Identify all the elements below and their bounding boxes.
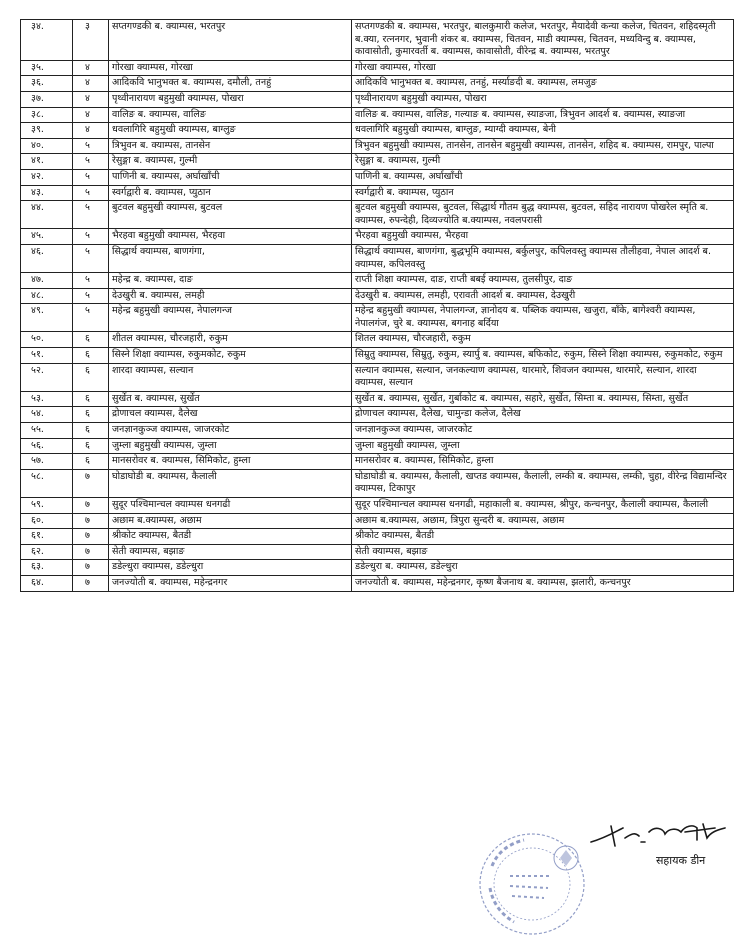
exam-center-campus-cell: आदिकवि भानुभक्त ब. क्याम्पस, दमौली, तनहुं bbox=[109, 76, 352, 92]
exam-center-campus-cell: पाणिनी ब. क्याम्पस, अर्घाखाँची bbox=[109, 169, 352, 185]
handwritten-signature bbox=[585, 818, 735, 852]
table-row bbox=[21, 407, 734, 423]
table-row bbox=[21, 244, 734, 272]
serial-number-cell: ६०. bbox=[21, 513, 73, 529]
table-row bbox=[21, 529, 734, 545]
province-number-cell: ५ bbox=[73, 304, 109, 332]
province-number-cell: ४ bbox=[73, 123, 109, 139]
covered-campuses-cell: धवलागिरि बहुमुखी क्याम्पस, बाग्लुङ, म्याग्दी क्याम्पस, बेनी bbox=[352, 123, 734, 139]
serial-number-cell: ३९. bbox=[21, 123, 73, 139]
serial-number-cell: ५४. bbox=[21, 407, 73, 423]
exam-center-campus-cell: सुर्खेत ब. क्याम्पस, सुर्खेत bbox=[109, 391, 352, 407]
exam-center-campus-cell: श्रीकोट क्याम्पस, बैतडी bbox=[109, 529, 352, 545]
covered-campuses-cell: आदिकवि भानुभक्त ब. क्याम्पस, तनहुं, मर्स्याङदी ब. क्याम्पस, लमजुङ bbox=[352, 76, 734, 92]
serial-number-cell: ४६. bbox=[21, 244, 73, 272]
table-row bbox=[21, 560, 734, 576]
covered-campuses-cell: सल्यान क्याम्पस, सल्यान, जनकल्याण क्याम्पस, थारमारे, शिवजन क्याम्पस, थारमारे, सल्यान, शारदा क्याम्पस, सल्यान bbox=[352, 363, 734, 391]
exam-center-campus-cell: गोरखा क्याम्पस, गोरखा bbox=[109, 60, 352, 76]
covered-campuses-cell: द्रोणाचल क्याम्पस, दैलेख, चामुन्डा कलेज, दैलेख bbox=[352, 407, 734, 423]
serial-number-cell: ५३. bbox=[21, 391, 73, 407]
table-row bbox=[21, 544, 734, 560]
table-row bbox=[21, 60, 734, 76]
serial-number-cell: ५६. bbox=[21, 438, 73, 454]
table-row bbox=[21, 575, 734, 591]
exam-center-campus-cell: जुम्ला बहुमुखी क्याम्पस, जुम्ला bbox=[109, 438, 352, 454]
serial-number-cell: ३७. bbox=[21, 91, 73, 107]
covered-campuses-cell: त्रिभुवन बहुमुखी क्याम्पस, तानसेन, तानसेन बहुमुखी क्याम्पस, तानसेन, शहिद ब. क्याम्पस, रामपुर, पाल्पा bbox=[352, 138, 734, 154]
serial-number-cell: ४९. bbox=[21, 304, 73, 332]
table-row bbox=[21, 123, 734, 139]
table-row bbox=[21, 91, 734, 107]
exam-center-campus-cell: स्वर्गद्वारी ब. क्याम्पस, प्युठान bbox=[109, 185, 352, 201]
serial-number-cell: ४२. bbox=[21, 169, 73, 185]
table-row bbox=[21, 76, 734, 92]
table-row bbox=[21, 454, 734, 470]
serial-number-cell: ४४. bbox=[21, 201, 73, 229]
covered-campuses-cell: वालिङ ब. क्याम्पस, वालिङ, गल्याङ ब. क्याम्पस, स्याङजा, त्रिभुवन आदर्श ब. क्याम्पस, स्याङजा bbox=[352, 107, 734, 123]
province-number-cell: ५ bbox=[73, 273, 109, 289]
exam-center-campus-cell: त्रिभुवन ब. क्याम्पस, तानसेन bbox=[109, 138, 352, 154]
covered-campuses-cell: गोरखा क्याम्पस, गोरखा bbox=[352, 60, 734, 76]
covered-campuses-cell: महेन्द्र बहुमुखी क्याम्पस, नेपालगन्ज, ज्ञानोदय ब. पब्लिक क्याम्पस, खजुरा, बाँके, बागेश्वरी क्याम्पस, नेपालगंज, चुरे ब. क्याम्पस, बगनाह बर्दिया bbox=[352, 304, 734, 332]
table-row bbox=[21, 363, 734, 391]
province-number-cell: ५ bbox=[73, 288, 109, 304]
province-number-cell: ७ bbox=[73, 498, 109, 514]
table-row bbox=[21, 304, 734, 332]
exam-center-campus-cell: पृथ्वीनारायण बहुमुखी क्याम्पस, पोखरा bbox=[109, 91, 352, 107]
exam-center-campus-cell: शीतल क्याम्पस, चौरजहारी, रुकुम bbox=[109, 332, 352, 348]
province-number-cell: ६ bbox=[73, 423, 109, 439]
province-number-cell: ४ bbox=[73, 76, 109, 92]
serial-number-cell: ५०. bbox=[21, 332, 73, 348]
covered-campuses-cell: स्वर्गद्वारी ब. क्याम्पस, प्युठान bbox=[352, 185, 734, 201]
table-row bbox=[21, 469, 734, 497]
serial-number-cell: ३८. bbox=[21, 107, 73, 123]
province-number-cell: ५ bbox=[73, 169, 109, 185]
exam-center-campus-cell: जनज्ञानकुञ्ज क्याम्पस, जाजरकोट bbox=[109, 423, 352, 439]
province-number-cell: ७ bbox=[73, 560, 109, 576]
province-number-cell: ७ bbox=[73, 529, 109, 545]
table-row bbox=[21, 201, 734, 229]
exam-center-campus-cell: घोडाघोडी ब. क्याम्पस, कैलाली bbox=[109, 469, 352, 497]
covered-campuses-cell: पाणिनी ब. क्याम्पस, अर्घाखाँची bbox=[352, 169, 734, 185]
exam-center-campus-cell: धवलागिरि बहुमुखी क्याम्पस, बाग्लुङ bbox=[109, 123, 352, 139]
exam-center-campus-cell: द्रोणाचल क्याम्पस, दैलेख bbox=[109, 407, 352, 423]
serial-number-cell: ५५. bbox=[21, 423, 73, 439]
exam-center-campus-cell: भैरहवा बहुमुखी क्याम्पस, भैरहवा bbox=[109, 229, 352, 245]
covered-campuses-cell: रेसुङ्गा ब. क्याम्पस, गुल्मी bbox=[352, 154, 734, 170]
exam-center-campus-cell: बुटवल बहुमुखी क्याम्पस, बुटवल bbox=[109, 201, 352, 229]
serial-number-cell: ४३. bbox=[21, 185, 73, 201]
covered-campuses-cell: बुटवल बहुमुखी क्याम्पस, बुटवल, सिद्धार्थ गौतम बुद्ध क्याम्पस, बुटवल, सहिद नारायण पोखरेल स्मृति ब. क्याम्पस, रुपन्देही, दिव्यज्योति ब.क्याम्पस, नवलपरासी bbox=[352, 201, 734, 229]
covered-campuses-cell: सुदूर पश्चिमान्चल क्याम्पस धनगढी, महाकाली ब. क्याम्पस, श्रीपुर, कन्चनपुर, कैलाली क्याम्पस, कैलाली bbox=[352, 498, 734, 514]
serial-number-cell: ३६. bbox=[21, 76, 73, 92]
covered-campuses-cell: श्रीकोट क्याम्पस, बैतडी bbox=[352, 529, 734, 545]
designation-label: सहायक डीन bbox=[656, 854, 706, 867]
exam-center-campus-cell: महेन्द्र ब. क्याम्पस, दाङ bbox=[109, 273, 352, 289]
serial-number-cell: ६२. bbox=[21, 544, 73, 560]
province-number-cell: ७ bbox=[73, 469, 109, 497]
covered-campuses-cell: अछाम ब.क्याम्पस, अछाम, त्रिपुरा सुन्दरी ब. क्याम्पस, अछाम bbox=[352, 513, 734, 529]
province-number-cell: ६ bbox=[73, 363, 109, 391]
province-number-cell: ३ bbox=[73, 20, 109, 61]
exam-center-campus-cell: सप्तगण्डकी ब. क्याम्पस, भरतपुर bbox=[109, 20, 352, 61]
serial-number-cell: ६१. bbox=[21, 529, 73, 545]
table-row bbox=[21, 107, 734, 123]
table-row bbox=[21, 391, 734, 407]
table-row bbox=[21, 273, 734, 289]
covered-campuses-cell: जनज्ञानकुञ्ज क्याम्पस, जाजरकोट bbox=[352, 423, 734, 439]
exam-center-campus-cell: मानसरोवर ब. क्याम्पस, सिमिकोट, हुम्ला bbox=[109, 454, 352, 470]
serial-number-cell: ४५. bbox=[21, 229, 73, 245]
covered-campuses-cell: भैरहवा बहुमुखी क्याम्पस, भैरहवा bbox=[352, 229, 734, 245]
exam-center-campus-cell: जनज्योती ब. क्याम्पस, महेन्द्रनगर bbox=[109, 575, 352, 591]
province-number-cell: ५ bbox=[73, 201, 109, 229]
province-number-cell: ५ bbox=[73, 185, 109, 201]
province-number-cell: ७ bbox=[73, 544, 109, 560]
serial-number-cell: ४०. bbox=[21, 138, 73, 154]
serial-number-cell: ५९. bbox=[21, 498, 73, 514]
table-row bbox=[21, 332, 734, 348]
province-number-cell: ५ bbox=[73, 244, 109, 272]
province-number-cell: ६ bbox=[73, 332, 109, 348]
serial-number-cell: ५७. bbox=[21, 454, 73, 470]
table-row bbox=[21, 229, 734, 245]
table-row bbox=[21, 169, 734, 185]
table-row bbox=[21, 185, 734, 201]
table-row bbox=[21, 348, 734, 364]
province-number-cell: ५ bbox=[73, 229, 109, 245]
province-number-cell: ४ bbox=[73, 107, 109, 123]
exam-center-campus-cell: डडेल्धुरा क्याम्पस, डडेल्धुरा bbox=[109, 560, 352, 576]
office-seal-stamp bbox=[470, 826, 590, 941]
province-number-cell: ६ bbox=[73, 454, 109, 470]
exam-center-campus-cell: रेसुङ्गा ब. क्याम्पस, गुल्मी bbox=[109, 154, 352, 170]
covered-campuses-cell: सप्तगण्डकी ब. क्याम्पस, भरतपुर, बालकुमारी कलेज, भरतपुर, मैयादेवी कन्या कलेज, चितवन, शहिदस्मृती ब.क्या, रत्ननगर, भुवानी शंकर ब. क्याम्पस, चितवन, माडी क्याम्पस, चितवन, मध्यविन्दु ब. क्याम्पस, कावासोती, कुमारवर्ती ब. क्याम्पस, कावासोती, वीरेन्द्र ब. क्याम्पस, भरतपुर bbox=[352, 20, 734, 61]
province-number-cell: ६ bbox=[73, 391, 109, 407]
table-row bbox=[21, 498, 734, 514]
serial-number-cell: ४८. bbox=[21, 288, 73, 304]
serial-number-cell: ६४. bbox=[21, 575, 73, 591]
campus-table bbox=[20, 19, 734, 592]
covered-campuses-cell: देउखुरी ब. क्याम्पस, लमही, एरावती आदर्श ब. क्याम्पस, देउखुरी bbox=[352, 288, 734, 304]
covered-campuses-cell: शितल क्याम्पस, चौरजहारी, रुकुम bbox=[352, 332, 734, 348]
covered-campuses-cell: डडेल्धुरा ब. क्याम्पस, डडेल्धुरा bbox=[352, 560, 734, 576]
table-row bbox=[21, 438, 734, 454]
serial-number-cell: ३४. bbox=[21, 20, 73, 61]
province-number-cell: ६ bbox=[73, 407, 109, 423]
covered-campuses-cell: राप्ती शिक्षा क्याम्पस, दाङ, राप्ती बबई क्याम्पस, तुलसीपुर, दाङ bbox=[352, 273, 734, 289]
province-number-cell: ५ bbox=[73, 138, 109, 154]
covered-campuses-cell: जुम्ला बहुमुखी क्याम्पस, जुम्ला bbox=[352, 438, 734, 454]
serial-number-cell: ५८. bbox=[21, 469, 73, 497]
table-row bbox=[21, 423, 734, 439]
exam-center-campus-cell: शारदा क्याम्पस, सल्यान bbox=[109, 363, 352, 391]
serial-number-cell: ५२. bbox=[21, 363, 73, 391]
exam-center-campus-cell: वालिङ ब. क्याम्पस, वालिङ bbox=[109, 107, 352, 123]
exam-center-campus-cell: देउखुरी ब. क्याम्पस, लमही bbox=[109, 288, 352, 304]
serial-number-cell: ३५. bbox=[21, 60, 73, 76]
province-number-cell: ४ bbox=[73, 91, 109, 107]
covered-campuses-cell: पृथ्वीनारायण बहुमुखी क्याम्पस, पोखरा bbox=[352, 91, 734, 107]
exam-center-campus-cell: सुदूर पश्चिमान्चल क्याम्पस धनगढी bbox=[109, 498, 352, 514]
province-number-cell: ६ bbox=[73, 348, 109, 364]
covered-campuses-cell: सिद्धार्थ क्याम्पस, बाणगंगा, बुद्धभूमि क्याम्पस, बर्कुलपुर, कपिलवस्तु क्याम्पस तौलीहवा, नेपाल आदर्श ब. क्याम्पस, कपिलवस्तु bbox=[352, 244, 734, 272]
serial-number-cell: ४१. bbox=[21, 154, 73, 170]
exam-center-campus-cell: महेन्द्र बहुमुखी क्याम्पस, नेपालगन्ज bbox=[109, 304, 352, 332]
province-number-cell: ५ bbox=[73, 154, 109, 170]
exam-center-campus-cell: सेती क्याम्पस, बझाङ bbox=[109, 544, 352, 560]
covered-campuses-cell: सिम्रुतु क्याम्पस, सिम्रुतु, रुकुम, स्यार्पु ब. क्याम्पस, बफिकोट, रुकुम, सिस्ने शिक्षा क्याम्पस, रुकुमकोट, रुकुम bbox=[352, 348, 734, 364]
exam-center-campus-cell: सिद्धार्थ क्याम्पस, बाणगंगा, bbox=[109, 244, 352, 272]
serial-number-cell: ६३. bbox=[21, 560, 73, 576]
province-number-cell: ६ bbox=[73, 438, 109, 454]
table-row bbox=[21, 288, 734, 304]
covered-campuses-cell: सुर्खेत ब. क्याम्पस, सुर्खेत, गुर्बाकोट ब. क्याम्पस, सहारे, सुर्खेत, सिम्ता ब. क्याम्पस, सिम्ता, सुर्खेत bbox=[352, 391, 734, 407]
covered-campuses-cell: मानसरोवर ब. क्याम्पस, सिमिकोट, हुम्ला bbox=[352, 454, 734, 470]
province-number-cell: ७ bbox=[73, 575, 109, 591]
province-number-cell: ४ bbox=[73, 60, 109, 76]
exam-center-campus-cell: अछाम ब.क्याम्पस, अछाम bbox=[109, 513, 352, 529]
table-row bbox=[21, 20, 734, 61]
covered-campuses-cell: घोडाघोडी ब. क्याम्पस, कैलाली, खप्तड क्याम्पस, कैलाली, लम्की ब. क्याम्पस, लम्की, चुहा, वीरेन्द्र विद्यामन्दिर क्याम्पस, टिकापुर bbox=[352, 469, 734, 497]
covered-campuses-cell: जनज्योती ब. क्याम्पस, महेन्द्रनगर, कृष्ण बैजनाथ ब. क्याम्पस, झलारी, कन्चनपुर bbox=[352, 575, 734, 591]
serial-number-cell: ४७. bbox=[21, 273, 73, 289]
campus-table-body bbox=[21, 20, 734, 592]
table-row bbox=[21, 513, 734, 529]
serial-number-cell: ५१. bbox=[21, 348, 73, 364]
exam-center-campus-cell: सिस्ने शिक्षा क्याम्पस, रुकुमकोट, रुकुम bbox=[109, 348, 352, 364]
province-number-cell: ७ bbox=[73, 513, 109, 529]
table-row bbox=[21, 154, 734, 170]
covered-campuses-cell: सेती क्याम्पस, बझाङ bbox=[352, 544, 734, 560]
table-row bbox=[21, 138, 734, 154]
